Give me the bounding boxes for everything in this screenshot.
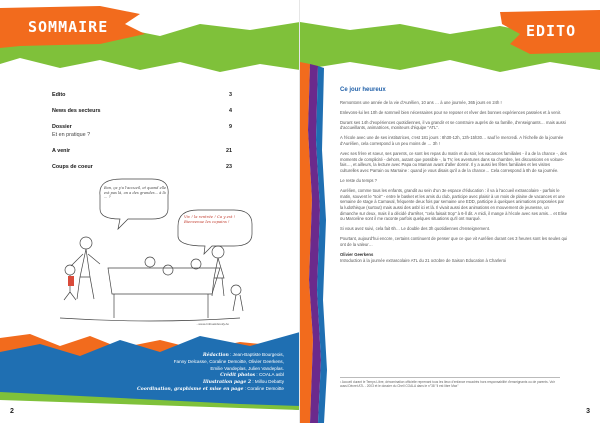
- footnote: ¹ Accueil durant le Temps Libre, dénomination officielle reprenant tous les lieux d'enfance encadrés hors responsabilité d'enseignants ou de parents. Voir aussi Décret ATL - 2003 et le dossier du Chell COALA dans le n°38 "Il est libre Max": [340, 377, 560, 388]
- credit-line: Crédit photos : COALA asbl: [220, 371, 284, 378]
- author-name: Olivier Geerkens: [340, 251, 374, 257]
- page-number-right: 3: [586, 408, 590, 415]
- toc-entry-title: Dossier: [52, 124, 72, 130]
- page-number-left: 2: [10, 408, 14, 415]
- credit-line: Rédaction : Jean-Baptiste Bourgeois,: [202, 352, 284, 358]
- article-paragraph: Enlevons-lui les 10h de sommeil bien nécessaires pour se reposer et rêver des bonnes expériences passées et à venir.: [340, 109, 562, 115]
- table: [108, 268, 220, 318]
- page-title-sommaire: SOMMAIRE: [28, 18, 109, 36]
- child-head: [191, 259, 201, 269]
- toc-entry-page: 3: [229, 92, 232, 98]
- child-head: [145, 257, 155, 267]
- speech-bubble-left-text: Bon, ça y'a l'accueil, et quand elle est pas là, on a des grandes... à là ... ?: [104, 186, 167, 199]
- article-paragraph: Pourtant, aujourd'hui encore, certains continuent de penser que ce que vit Aurélien durant ces 3 heures sont les seules qui ont de la valeur…: [340, 236, 568, 247]
- article-paragraph: A l'école avec une de ses institutrices, c'est 181 jours : 8h30-12h, 13h-15h30… sauf le mercredi. A l'échelle de la journée d'Aurélien, cela correspond à un peu moins de … 3h !: [340, 135, 564, 147]
- child-red-shirt: [68, 276, 74, 286]
- toc-entry-page: 4: [229, 108, 232, 114]
- page-title-edito: EDITO: [526, 22, 577, 40]
- credit-line: Emilie Vandeplas, Julien Vandeplas.: [210, 365, 284, 371]
- credit-line: Coordination, graphisme et mise en page : Coraline Demoitte: [137, 386, 284, 393]
- article-paragraph: Durant ses 14h d'expériences quotidiennes, il va grandir et se construire auprès de sa famille, d'enseignants… mais aussi d'accueillants, animatrices, moniteurs d'équipe "ATL".: [340, 119, 566, 131]
- author-role: Introduction à la journée extrascolaire ATL du 21 octobre de Saison Education à Charleroi: [340, 257, 506, 263]
- toc-entry-title: News des secteurs: [52, 108, 101, 114]
- toc-entry-subtitle: Et en pratique ?: [52, 132, 91, 138]
- article-paragraph: Avec ses frère et soeur, ses parents, ce sont les repas du matin et du soir, les vacances familiales - il a de la chance -, des moments de complicité - dehors, autant que possible -, la TV, les aventures dans sa chambre, les discussions en voiture-fais…, et ailleurs, la lecture avec Papa ou Maman avant d'aller dormir. Il y a aussi les fêtes familiales et les visites culturelles avec Parrain ou Marraine : quand je vous disais qu'il a de la chance… Cela correspond à 8h de sa journée.: [340, 151, 567, 173]
- edito-article: [340, 88, 568, 268]
- toc-entry-title: A venir: [52, 148, 71, 154]
- article-paragraph: Si vous avez suivi, cela fait 6h… Le double des 3h quotidiennes d'enseignement.: [340, 226, 491, 232]
- speech-bubble-right-text: Viv ! la rentrée ! Ca y est ! Bienvenue les copains !: [184, 214, 236, 224]
- credit-line: Illustration page 2 : Millou Debatty: [202, 379, 284, 386]
- illustrator-signature: ...www.milloudeboutty.be: [196, 322, 229, 326]
- article-paragraph: Remontons une année de la vie d'Aurélien, 10 ans … à une journée, 365 jours en 24h !: [340, 99, 502, 105]
- toc-entry-page: 23: [226, 164, 232, 170]
- adult-body: [71, 249, 100, 299]
- article-paragraph: Aurélien, comme tous les enfants, grandit au sein d'un 3e espace d'éducation : il va à l'accueil extrascolaire - parfois le matin, souvent le "soir" - entre le basket et les amis du club, participe avec plaisir à un mois de plaine de vacances et une semaine de stage à Carnaval, fréquente deux fois par semaine une EDD, participe à quelques animations proposées par la ludothèque (surtout) mais aussi des asbl ici et là. Il vivait aussi des animations en mouvement de jeunesse, un dimanche sur deux, mais il a décidé d'arrêter, "cela faisait trop" à 6-ll dit. A midi, il mange à l'école avec ses amis… et Elise ou Marceline sont il me raconte parfois quelques situations qu'il ont marqué.: [340, 188, 568, 222]
- child-head: [163, 265, 173, 275]
- right-page: [300, 0, 600, 423]
- credit-line: Fanny Delcasse, Coraline Demoitte, Olivier Geerkens,: [173, 359, 284, 365]
- child-body: [212, 258, 224, 296]
- floor-line: [60, 318, 240, 321]
- adult-head: [80, 237, 92, 249]
- child-head: [65, 265, 75, 275]
- child-body: [233, 295, 243, 311]
- credits: [74, 352, 284, 394]
- toc-entry-title: Edito: [52, 92, 66, 98]
- child-head: [212, 246, 224, 258]
- toc-entry-page: 9: [229, 124, 232, 130]
- toc-entry-page: 21: [226, 148, 232, 154]
- article-heading: Ce jour heureux: [340, 87, 386, 93]
- toc-entry-title: Coups de coeur: [52, 164, 93, 170]
- child-head: [231, 285, 241, 295]
- article-paragraph: Le reste du temps ?: [340, 178, 378, 184]
